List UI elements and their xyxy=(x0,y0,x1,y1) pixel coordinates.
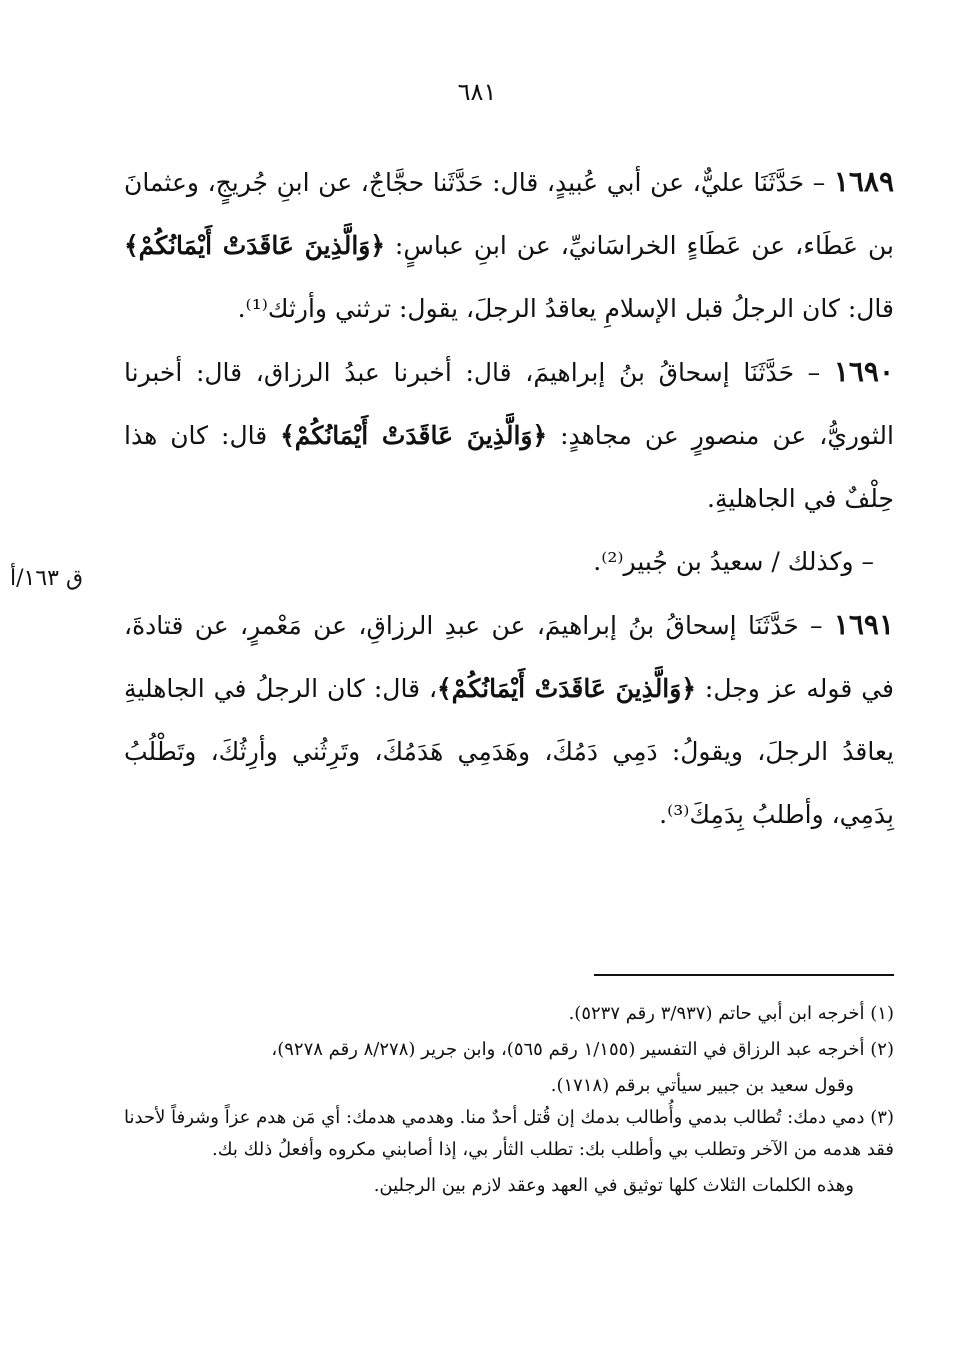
hadith-1690 xyxy=(124,340,894,530)
footnotes xyxy=(124,998,894,1202)
footnote-3: (٣) دمي دمك: تُطالب بدمي وأُطالب بدمك إن قُتل أحدٌ منا. وهدمي هدمك: أي مَن هدم عزاً وشرفاً لأحدنا فقد هدمه من الآخر وتطلب بي وأطلب بك: تطلب الثأر بي، إذا أصابني مكروه وأفعلُ ذلك بك. xyxy=(124,1107,894,1160)
hadith-text: حَدَّثَنَا إسحاقُ بنُ إبراهيمَ، قال: أخبرنا عبدُ الرزاق، قال: أخبرنا الثوريُّ، عن منصورٍ عن مجاهدٍ: xyxy=(124,358,894,450)
quran-quote: ﴿وَالَّذِينَ عَاقَدَتْ أَيْمَانُكُمْ﴾ xyxy=(124,231,385,260)
footnote-divider xyxy=(594,974,894,976)
hadith-dash: – xyxy=(804,168,834,197)
hadith-1691 xyxy=(124,593,894,846)
hadith-number: ١٦٨٩ xyxy=(833,165,894,198)
quran-quote: ﴿وَالَّذِينَ عَاقَدَتْ أَيْمَانُكُمْ﴾ xyxy=(280,421,548,450)
main-text xyxy=(124,150,894,846)
hadith-text: ، قال: كان الرجلُ في الجاهليةِ يعاقدُ الرجلَ، ويقولُ: دَمِي دَمُكَ، وهَدَمِي هَدَمُكَ، وتَرِثُني وأرِثُكَ، وتَطْلُبُ بِدَمِي، وأطلبُ بِدَمِكَ⁽³⁾. xyxy=(124,674,894,829)
hadith-text: حَدَّثَنَا إسحاقُ بنُ إبراهيمَ، عن عبدِ الرزاقِ، عن مَعْمرٍ، عن قتادةَ، في قوله عز وجل: xyxy=(124,611,894,703)
footnote-2: (٢) أخرجه عبد الرزاق في التفسير (١/١٥٥ رقم ٥٦٥)، وابن جرير (٨/٢٧٨ رقم ٩٢٧٨)، xyxy=(271,1039,894,1060)
hadith-dash: – xyxy=(798,611,834,640)
hadith-text: حَدَّثَنَا عليٌّ، عن أبي عُبيدٍ، قال: حَدَّثَنا حجَّاجٌ، عن ابنِ جُريجٍ، وعثمانَ بن عَطَاء، عن عَطَاءٍ الخراسَانيِّ، عن ابنِ عباسٍ: xyxy=(124,168,894,260)
hadith-note-line: – وكذلك / سعيدُ بن جُبير⁽²⁾. xyxy=(593,547,874,576)
hadith-number: ١٦٩١ xyxy=(833,608,894,641)
hadith-text: قال: كان هذا حِلْفٌ في الجاهليةِ. xyxy=(124,421,894,513)
hadith-1689 xyxy=(124,150,894,340)
hadith-text: قال: كان الرجلُ قبل الإسلامِ يعاقدُ الرجلَ، يقول: ترثني وأرثك⁽¹⁾. xyxy=(237,294,894,323)
footnote-2-continuation: وقول سعيد بن جبير سيأتي برقم (١٧١٨). xyxy=(550,1075,854,1096)
manuscript-folio-note: ق ١٦٣/أ xyxy=(10,566,84,591)
footnote-1: (١) أخرجه ابن أبي حاتم (٣/٩٣٧ رقم ٥٢٣٧). xyxy=(568,1003,894,1024)
page-number: ٦٨١ xyxy=(457,78,497,106)
hadith-dash: – xyxy=(794,358,834,387)
hadith-number: ١٦٩٠ xyxy=(833,355,894,388)
quran-quote: ﴿وَالَّذِينَ عَاقَدَتْ أَيْمَانُكُمْ﴾ xyxy=(437,674,696,703)
footnote-3-last-line: وهذه الكلمات الثلاث كلها توثيق في العهد وعقد لازم بين الرجلين. xyxy=(373,1175,854,1196)
